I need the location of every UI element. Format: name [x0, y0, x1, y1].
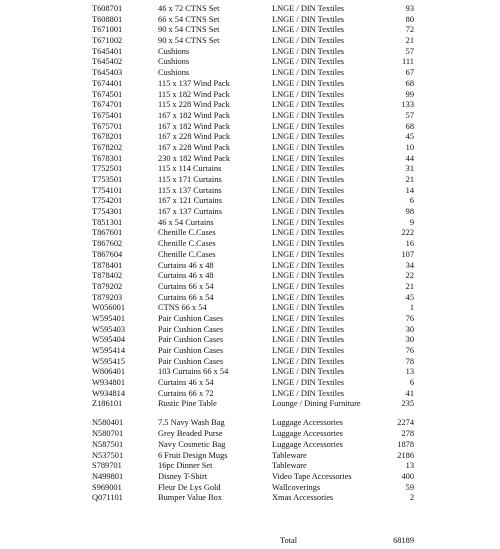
table-row — [0, 483, 500, 494]
item-code: T867601 — [92, 228, 123, 238]
item-description: Pair Cushion Cases — [158, 356, 224, 366]
item-code: T671001 — [92, 25, 123, 35]
item-quantity: 22 — [405, 271, 414, 281]
item-quantity: 99 — [405, 89, 414, 99]
item-description: Rustic Pine Table — [158, 399, 217, 409]
item-code: W595414 — [92, 346, 126, 355]
item-quantity: 76 — [405, 346, 414, 355]
table-row — [0, 418, 500, 429]
item-quantity: 235 — [401, 399, 414, 409]
item-description: 16pc Dinner Set — [158, 461, 213, 471]
item-code: W595415 — [92, 356, 126, 366]
item-description: 167 x 121 Curtains — [158, 196, 222, 206]
item-quantity: 34 — [405, 260, 414, 270]
item-quantity: 41 — [405, 388, 414, 398]
item-category: LNGE / DIN Textiles — [272, 313, 345, 323]
item-description: 46 x 54 Curtains — [158, 217, 214, 227]
table-row — [0, 250, 500, 261]
item-quantity: 31 — [405, 164, 414, 174]
item-description: Curtains 46 x 54 — [158, 378, 214, 388]
item-quantity: 13 — [405, 461, 414, 471]
item-description: 115 x 114 Curtains — [158, 164, 222, 174]
item-description: 167 x 182 Wind Pack — [158, 121, 231, 131]
item-category: LNGE / DIN Textiles — [272, 4, 345, 13]
item-category: LNGE / DIN Textiles — [272, 57, 345, 67]
item-category: Lounge / Dining Furniture — [272, 399, 361, 409]
table-row — [0, 79, 500, 90]
item-category: Wallcoverings — [272, 482, 321, 492]
item-description: 115 x 228 Wind Pack — [158, 100, 230, 110]
table-row — [0, 429, 500, 440]
item-code: T752501 — [92, 164, 123, 174]
item-description: 115 x 137 Curtains — [158, 185, 222, 195]
item-code: T753501 — [92, 175, 123, 184]
table-row — [0, 357, 500, 368]
item-quantity: 93 — [405, 4, 414, 13]
item-category: Luggage Accessories — [272, 418, 343, 428]
item-code: T674701 — [92, 100, 123, 110]
item-code: T754101 — [92, 185, 123, 195]
total-value: 68189 — [393, 536, 414, 545]
table-row — [0, 282, 500, 293]
item-code: W934814 — [92, 388, 126, 398]
item-code: T678301 — [92, 153, 123, 163]
table-row — [0, 36, 500, 47]
item-description: 103 Curtains 66 x 54 — [158, 367, 229, 377]
item-code: T671002 — [92, 36, 123, 46]
item-quantity: 21 — [405, 36, 414, 46]
item-code: T878402 — [92, 271, 123, 281]
item-category: Video Tape Accessories — [272, 471, 352, 481]
item-category: LNGE / DIN Textiles — [272, 260, 345, 270]
item-description: Cushions — [158, 68, 190, 78]
item-code: T867602 — [92, 239, 123, 249]
item-code: T608701 — [92, 4, 123, 13]
table-row — [0, 271, 500, 282]
item-description: Pair Cushion Cases — [158, 346, 224, 355]
item-quantity: 6 — [409, 378, 414, 388]
item-quantity: 13 — [405, 367, 414, 377]
item-code: T674401 — [92, 78, 123, 88]
item-code: T879203 — [92, 292, 123, 302]
item-quantity: 57 — [405, 46, 414, 56]
item-description: Cushions — [158, 57, 190, 67]
item-code: S969001 — [92, 482, 122, 492]
table-row — [0, 143, 500, 154]
item-category: LNGE / DIN Textiles — [272, 142, 345, 152]
item-code: T675401 — [92, 110, 123, 120]
item-code: Q071101 — [92, 493, 123, 503]
total-row — [0, 536, 500, 547]
item-description: Curtains 66 x 72 — [158, 388, 214, 398]
item-description: 115 x 171 Curtains — [158, 175, 222, 184]
item-code: Z186101 — [92, 399, 123, 409]
item-category: LNGE / DIN Textiles — [272, 388, 345, 398]
item-description: Curtains 66 x 54 — [158, 281, 214, 291]
item-description: 230 x 182 Wind Pack — [158, 153, 231, 163]
item-category: LNGE / DIN Textiles — [272, 281, 345, 291]
item-description: 66 x 54 CTNS Set — [158, 14, 220, 24]
item-category: LNGE / DIN Textiles — [272, 378, 345, 388]
item-category: LNGE / DIN Textiles — [272, 68, 345, 78]
table-row — [0, 389, 500, 400]
table-row — [0, 122, 500, 133]
item-description: Curtains 46 x 48 — [158, 271, 214, 281]
item-description: Cushions — [158, 46, 190, 56]
item-description: Chenille C.Cases — [158, 228, 216, 238]
item-description: 90 x 54 CTNS Set — [158, 36, 220, 46]
item-category: Tableware — [272, 450, 307, 460]
item-description: Pair Cushion Cases — [158, 324, 224, 334]
item-quantity: 45 — [405, 292, 414, 302]
item-code: N587501 — [92, 439, 124, 449]
table-row — [0, 90, 500, 101]
item-category: LNGE / DIN Textiles — [272, 367, 345, 377]
table-row — [0, 303, 500, 314]
item-category: Tableware — [272, 461, 307, 471]
table-row — [0, 196, 500, 207]
item-quantity: 21 — [405, 281, 414, 291]
item-quantity: 72 — [405, 25, 414, 35]
table-row — [0, 228, 500, 239]
item-quantity: 107 — [401, 249, 414, 259]
item-quantity: 80 — [405, 14, 414, 24]
table-row — [0, 25, 500, 36]
item-description: Navy Cosmetic Bag — [158, 439, 226, 449]
table-row — [0, 207, 500, 218]
item-category: LNGE / DIN Textiles — [272, 207, 345, 217]
table-row — [0, 399, 500, 418]
table-row — [0, 440, 500, 451]
table-row — [0, 378, 500, 389]
item-description: Chenille C.Cases — [158, 249, 216, 259]
item-description: 90 x 54 CTNS Set — [158, 25, 220, 35]
item-category: LNGE / DIN Textiles — [272, 324, 345, 334]
item-description: Grey Beaded Purse — [158, 429, 223, 439]
item-quantity: 30 — [405, 335, 414, 345]
item-description: Pair Cushion Cases — [158, 313, 224, 323]
item-category: LNGE / DIN Textiles — [272, 303, 345, 313]
item-quantity: 68 — [405, 121, 414, 131]
item-quantity: 133 — [401, 100, 414, 110]
item-quantity: 2186 — [397, 450, 414, 460]
item-code: T851301 — [92, 217, 123, 227]
item-code: W595401 — [92, 313, 126, 323]
table-row — [0, 164, 500, 175]
item-category: LNGE / DIN Textiles — [272, 25, 345, 35]
table-row — [0, 111, 500, 122]
table-row — [0, 4, 500, 15]
item-description: 6 Fruit Design Mugs — [158, 450, 228, 460]
table-row — [0, 186, 500, 197]
item-code: N499801 — [92, 471, 124, 481]
item-quantity: 2 — [409, 493, 414, 503]
table-row — [0, 472, 500, 483]
item-quantity: 6 — [409, 196, 414, 206]
item-description: Pair Cushion Cases — [158, 335, 224, 345]
item-category: LNGE / DIN Textiles — [272, 249, 345, 259]
item-quantity: 76 — [405, 313, 414, 323]
table-row — [0, 100, 500, 111]
item-category: Luggage Accessories — [272, 439, 343, 449]
item-description: 115 x 137 Wind Pack — [158, 78, 230, 88]
item-description: 167 x 137 Curtains — [158, 207, 222, 217]
item-category: Xmas Accessories — [272, 493, 334, 503]
table-row — [0, 175, 500, 186]
table-row — [0, 239, 500, 250]
item-quantity: 111 — [402, 57, 414, 67]
item-category: LNGE / DIN Textiles — [272, 292, 345, 302]
item-category: LNGE / DIN Textiles — [272, 239, 345, 249]
item-code: N580701 — [92, 429, 124, 439]
item-description: 167 x 228 Wind Pack — [158, 142, 231, 152]
table-row — [0, 218, 500, 229]
table-row — [0, 15, 500, 26]
item-quantity: 30 — [405, 324, 414, 334]
item-category: LNGE / DIN Textiles — [272, 14, 345, 24]
item-category: LNGE / DIN Textiles — [272, 164, 345, 174]
item-description: CTNS 66 x 54 — [158, 303, 207, 313]
item-quantity: 98 — [405, 207, 414, 217]
item-quantity: 45 — [405, 132, 414, 142]
item-category: LNGE / DIN Textiles — [272, 110, 345, 120]
item-description: 115 x 182 Wind Pack — [158, 89, 230, 99]
item-category: LNGE / DIN Textiles — [272, 153, 345, 163]
table-row — [0, 461, 500, 472]
table-row — [0, 261, 500, 272]
table-row — [0, 325, 500, 336]
table-row — [0, 367, 500, 378]
table-row — [0, 68, 500, 79]
item-category: LNGE / DIN Textiles — [272, 335, 345, 345]
item-code: N580401 — [92, 418, 124, 428]
item-category: LNGE / DIN Textiles — [272, 132, 345, 142]
item-code: W056001 — [92, 303, 126, 313]
item-quantity: 21 — [405, 175, 414, 184]
item-quantity: 68 — [405, 78, 414, 88]
item-code: T754301 — [92, 207, 123, 217]
item-description: 167 x 182 Wind Pack — [158, 110, 231, 120]
item-code: T879202 — [92, 281, 123, 291]
item-quantity: 222 — [401, 228, 414, 238]
item-quantity: 1 — [409, 303, 414, 313]
item-category: LNGE / DIN Textiles — [272, 100, 345, 110]
item-code: T878401 — [92, 260, 123, 270]
item-code: S789701 — [92, 461, 122, 471]
item-code: T867604 — [92, 249, 123, 259]
item-quantity: 67 — [405, 68, 414, 78]
item-quantity: 59 — [405, 482, 414, 492]
item-description: 167 x 228 Wind Pack — [158, 132, 231, 142]
item-description: Curtains 66 x 54 — [158, 292, 214, 302]
table-row — [0, 335, 500, 346]
item-description: Bumper Value Box — [158, 493, 223, 503]
item-description: Chenille C.Cases — [158, 239, 216, 249]
item-description: Disney T-Shirt — [158, 471, 208, 481]
item-description: Curtains 46 x 48 — [158, 260, 214, 270]
item-code: W595404 — [92, 335, 126, 345]
item-code: N537501 — [92, 450, 124, 460]
item-description: 7.5 Navy Wash Bag — [158, 418, 225, 428]
item-category: LNGE / DIN Textiles — [272, 346, 345, 355]
total-label: Total — [280, 536, 298, 545]
item-code: T678202 — [92, 142, 123, 152]
item-category: LNGE / DIN Textiles — [272, 217, 345, 227]
table-row — [0, 47, 500, 58]
item-category: LNGE / DIN Textiles — [272, 78, 345, 88]
item-code: T645402 — [92, 57, 123, 67]
item-quantity: 278 — [401, 429, 414, 439]
table-row — [0, 293, 500, 304]
item-category: LNGE / DIN Textiles — [272, 36, 345, 46]
item-category: LNGE / DIN Textiles — [272, 46, 345, 56]
table-row — [0, 493, 500, 504]
item-quantity: 44 — [405, 153, 414, 163]
item-code: T678201 — [92, 132, 123, 142]
item-category: LNGE / DIN Textiles — [272, 196, 345, 206]
item-category: LNGE / DIN Textiles — [272, 185, 345, 195]
table-row — [0, 314, 500, 325]
table-row — [0, 132, 500, 143]
item-code: T608801 — [92, 14, 123, 24]
item-code: W595403 — [92, 324, 126, 334]
item-description: Fleur De Lys Gold — [158, 482, 221, 492]
item-category: LNGE / DIN Textiles — [272, 89, 345, 99]
item-quantity: 78 — [405, 356, 414, 366]
item-code: T754201 — [92, 196, 123, 206]
item-quantity: 10 — [405, 142, 414, 152]
table-row — [0, 154, 500, 165]
item-description: 46 x 72 CTNS Set — [158, 4, 220, 13]
table-row — [0, 346, 500, 357]
item-quantity: 57 — [405, 110, 414, 120]
item-quantity: 2274 — [397, 418, 414, 428]
item-quantity: 16 — [405, 239, 414, 249]
item-code: W806401 — [92, 367, 126, 377]
item-code: W934801 — [92, 378, 126, 388]
item-category: LNGE / DIN Textiles — [272, 175, 345, 184]
item-quantity: 14 — [405, 185, 414, 195]
item-code: T674501 — [92, 89, 123, 99]
item-quantity: 1878 — [397, 439, 414, 449]
item-category: LNGE / DIN Textiles — [272, 356, 345, 366]
table-row — [0, 451, 500, 462]
item-code: T645401 — [92, 46, 123, 56]
item-category: Luggage Accessories — [272, 429, 343, 439]
item-quantity: 400 — [401, 471, 414, 481]
item-code: T645403 — [92, 68, 123, 78]
inventory-table — [0, 4, 500, 504]
item-category: LNGE / DIN Textiles — [272, 228, 345, 238]
table-row — [0, 57, 500, 68]
item-quantity: 9 — [409, 217, 414, 227]
item-category: LNGE / DIN Textiles — [272, 121, 345, 131]
item-code: T675701 — [92, 121, 123, 131]
item-category: LNGE / DIN Textiles — [272, 271, 345, 281]
